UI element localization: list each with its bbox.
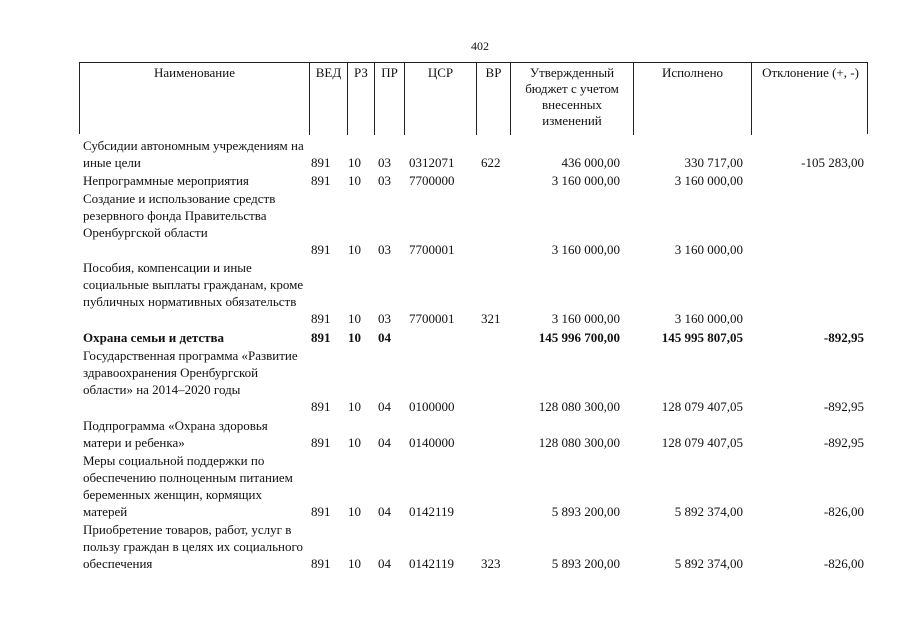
cell-executed: 330 717,00: [684, 155, 743, 170]
table-header: [79, 62, 868, 134]
table-row: [79, 172, 868, 189]
cell-name: Создание и использование средств резервного фонда Правительства Оренбургской области: [83, 191, 276, 240]
cell-executed: 3 160 000,00: [674, 242, 743, 257]
cell-budget: 128 080 300,00: [538, 435, 620, 450]
cell-budget: 3 160 000,00: [551, 242, 620, 257]
page-number: 402: [471, 39, 489, 53]
header-ved: ВЕД: [309, 63, 347, 135]
cell-pr: 04: [378, 435, 391, 450]
cell-pr: 03: [378, 311, 391, 326]
cell-budget: 436 000,00: [561, 155, 620, 170]
cell-budget: 5 893 200,00: [551, 504, 620, 519]
cell-ved: 891: [311, 242, 331, 257]
table-row: [79, 452, 868, 520]
table-row: [79, 137, 868, 171]
header-budget: Утвержденный бюджет с учетом внесенных изменений: [510, 63, 633, 135]
cell-pr: 03: [378, 242, 391, 257]
cell-budget: 3 160 000,00: [551, 311, 620, 326]
cell-budget: 128 080 300,00: [538, 399, 620, 414]
cell-executed: 128 079 407,05: [661, 399, 743, 414]
cell-budget: 3 160 000,00: [551, 173, 620, 188]
cell-csr: 7700001: [409, 311, 455, 326]
cell-rz: 10: [348, 311, 361, 326]
cell-ved: 891: [311, 173, 331, 188]
cell-name: Субсидии автономным учреждениям на иные цели: [83, 138, 304, 170]
table-row: [79, 417, 868, 451]
cell-rz: 10: [348, 155, 361, 170]
cell-csr: 0312071: [409, 155, 455, 170]
cell-ved: 891: [311, 330, 331, 345]
table-row: [79, 329, 868, 346]
cell-pr: 04: [378, 330, 391, 345]
cell-name: Подпрограмма «Охрана здоровья матери и ребенка»: [83, 418, 268, 450]
cell-csr: 7700000: [409, 173, 455, 188]
table-row: [79, 190, 868, 258]
cell-budget: 5 893 200,00: [551, 556, 620, 571]
header-rz: РЗ: [347, 63, 374, 135]
header-name: Наименование: [154, 65, 235, 80]
cell-vr: 321: [481, 311, 501, 326]
cell-name: Государственная программа «Развитие здравоохранения Оренбургской области» на 2014–2020 годы: [83, 348, 298, 397]
cell-rz: 10: [348, 242, 361, 257]
cell-executed: 5 892 374,00: [674, 504, 743, 519]
cell-csr: 7700001: [409, 242, 455, 257]
cell-rz: 10: [348, 330, 361, 345]
cell-deviation: -892,95: [823, 330, 864, 345]
cell-csr: 0142119: [409, 504, 455, 519]
cell-name: Непрограммные мероприятия: [83, 173, 249, 188]
cell-executed: 3 160 000,00: [674, 311, 743, 326]
header-csr: ЦСР: [404, 63, 476, 135]
cell-deviation: -826,00: [823, 504, 864, 519]
table-row: [79, 259, 868, 327]
header-executed: Исполнено: [633, 63, 751, 135]
cell-pr: 04: [378, 399, 391, 414]
cell-rz: 10: [348, 504, 361, 519]
cell-executed: 5 892 374,00: [674, 556, 743, 571]
cell-name: Охрана семьи и детства: [83, 330, 225, 345]
table-row: [79, 521, 868, 572]
cell-ved: 891: [311, 556, 331, 571]
cell-ved: 891: [311, 435, 331, 450]
cell-ved: 891: [311, 311, 331, 326]
cell-ved: 891: [311, 504, 331, 519]
cell-deviation: -105 283,00: [801, 155, 864, 170]
cell-name: Приобретение товаров, работ, услуг в пользу граждан в целях их социального обеспечения: [83, 522, 303, 571]
cell-pr: 03: [378, 155, 391, 170]
cell-name: Пособия, компенсации и иные социальные выплаты гражданам, кроме публичных нормативных обязательств: [83, 260, 304, 309]
cell-deviation: -826,00: [823, 556, 864, 571]
cell-rz: 10: [348, 556, 361, 571]
cell-ved: 891: [311, 399, 331, 414]
cell-ved: 891: [311, 155, 331, 170]
cell-csr: 0100000: [409, 399, 455, 414]
cell-pr: 03: [378, 173, 391, 188]
cell-pr: 04: [378, 556, 391, 571]
cell-csr: 0142119: [409, 556, 455, 571]
cell-csr: 0140000: [409, 435, 455, 450]
cell-deviation: -892,95: [823, 399, 864, 414]
cell-executed: 145 995 807,05: [661, 330, 743, 345]
cell-vr: 622: [481, 155, 501, 170]
cell-rz: 10: [348, 435, 361, 450]
cell-executed: 3 160 000,00: [674, 173, 743, 188]
cell-name: Меры социальной поддержки по обеспечению полноценным питанием беременных женщин, кормящих матерей: [83, 453, 293, 519]
table-row: [79, 347, 868, 415]
cell-rz: 10: [348, 399, 361, 414]
cell-pr: 04: [378, 504, 391, 519]
cell-executed: 128 079 407,05: [661, 435, 743, 450]
header-deviation: Отклонение (+, -): [751, 63, 869, 135]
header-vr: ВР: [476, 63, 510, 135]
cell-budget: 145 996 700,00: [538, 330, 620, 345]
cell-deviation: -892,95: [823, 435, 864, 450]
header-pr: ПР: [374, 63, 404, 135]
cell-vr: 323: [481, 556, 501, 571]
cell-rz: 10: [348, 173, 361, 188]
